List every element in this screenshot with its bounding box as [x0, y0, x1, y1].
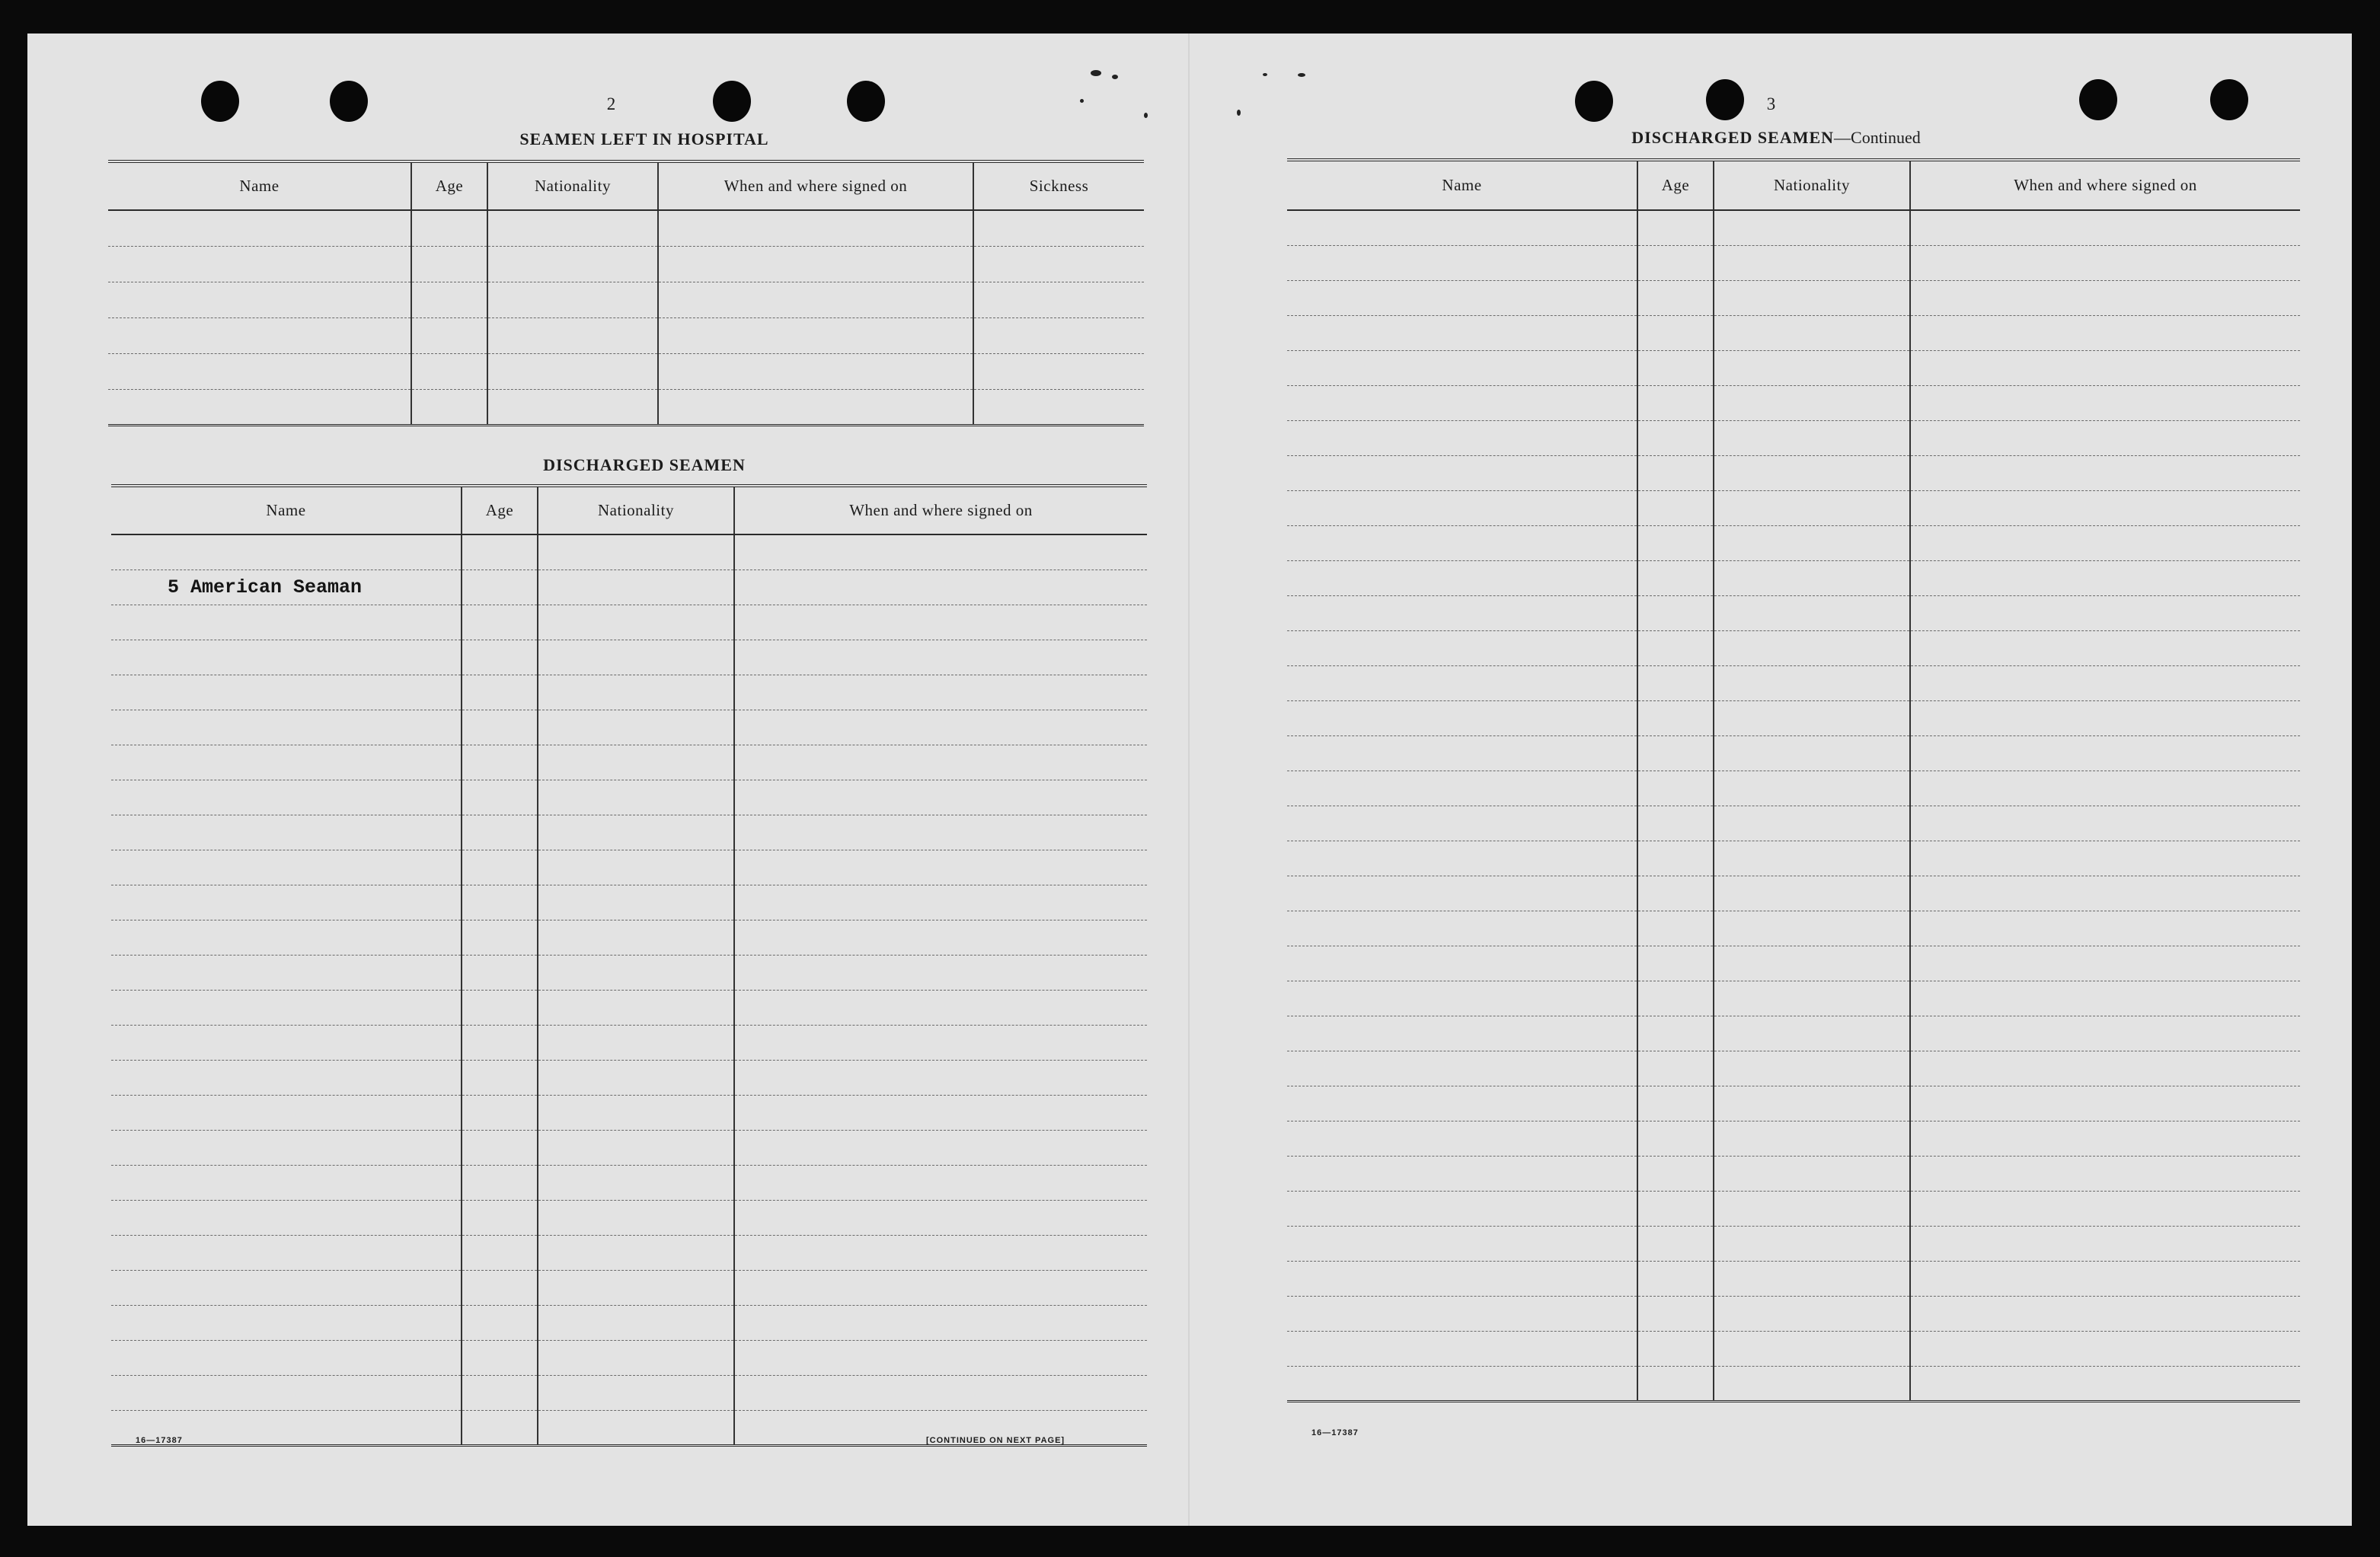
table-row — [108, 353, 1144, 389]
table-row — [1287, 946, 2300, 981]
table-row — [108, 317, 1144, 353]
table-row — [1287, 1331, 2300, 1366]
table-row — [1287, 630, 2300, 665]
table-row — [1287, 1086, 2300, 1121]
table-row — [111, 1025, 1147, 1060]
discharged-table — [111, 484, 1147, 1447]
table-row — [1287, 1121, 2300, 1156]
table-row — [111, 1270, 1147, 1305]
punch-hole-icon — [201, 81, 239, 122]
punch-hole-icon — [2210, 79, 2248, 120]
table-row — [1287, 350, 2300, 385]
table-row — [111, 1130, 1147, 1165]
form-number: 16—17387 — [1311, 1428, 1359, 1437]
table-row — [1287, 876, 2300, 911]
table-row — [111, 1200, 1147, 1235]
table-row — [111, 745, 1147, 780]
col-header-nationality: Nationality — [487, 161, 658, 210]
table-row — [111, 815, 1147, 850]
punch-hole-icon — [1575, 81, 1613, 122]
table-row — [111, 1305, 1147, 1340]
col-header-nationality: Nationality — [1714, 160, 1910, 210]
right-page — [1190, 34, 2352, 1526]
table-row — [111, 675, 1147, 710]
table-row — [111, 534, 1147, 570]
table-row — [111, 850, 1147, 885]
table-row — [111, 1165, 1147, 1200]
table-row — [108, 210, 1144, 246]
table-row — [108, 246, 1144, 282]
typed-entry: 5 American Seaman — [168, 576, 363, 598]
table-row — [1287, 806, 2300, 841]
table-row — [1287, 385, 2300, 420]
table-row — [1287, 525, 2300, 560]
table-row — [1287, 1261, 2300, 1296]
table-row — [111, 920, 1147, 955]
table-row — [111, 1340, 1147, 1375]
col-header-when-where: When and where signed on — [1910, 160, 2300, 210]
table-row — [1287, 1051, 2300, 1086]
table-row — [111, 990, 1147, 1025]
table-row — [1287, 560, 2300, 595]
table-row — [1287, 280, 2300, 315]
table-row — [111, 570, 1147, 605]
ink-speck — [1112, 75, 1118, 79]
table-row — [1287, 1191, 2300, 1226]
ink-speck — [1091, 70, 1101, 76]
table-row — [1287, 771, 2300, 806]
table-row — [1287, 911, 2300, 946]
page-number: 3 — [1766, 94, 1777, 113]
table-row — [108, 282, 1144, 317]
page-number: 2 — [606, 94, 617, 113]
table-row — [111, 885, 1147, 920]
continued-note: [CONTINUED ON NEXT PAGE] — [926, 1436, 1065, 1445]
table-row — [111, 1060, 1147, 1095]
table-row — [1287, 455, 2300, 490]
hospital-table — [108, 160, 1144, 426]
col-header-name: Name — [111, 486, 462, 534]
table-row — [111, 955, 1147, 990]
punch-hole-icon — [330, 81, 368, 122]
section-title-suffix: —Continued — [1834, 128, 1921, 147]
discharged-continued-table — [1287, 158, 2300, 1402]
table-row — [1287, 700, 2300, 735]
table-row — [1287, 420, 2300, 455]
table-row — [111, 1375, 1147, 1410]
table-row — [1287, 595, 2300, 630]
ink-speck — [1080, 99, 1084, 103]
col-header-sickness: Sickness — [973, 161, 1144, 210]
table-row — [1287, 981, 2300, 1016]
punch-hole-icon — [713, 81, 751, 122]
col-header-age: Age — [462, 486, 538, 534]
col-header-nationality: Nationality — [538, 486, 734, 534]
table-row — [111, 640, 1147, 675]
col-header-when-where: When and where signed on — [734, 486, 1147, 534]
table-row — [111, 1095, 1147, 1130]
punch-hole-icon — [847, 81, 885, 122]
table-row — [111, 780, 1147, 815]
table-row — [1287, 1296, 2300, 1331]
table-row — [1287, 841, 2300, 876]
table-row — [108, 389, 1144, 425]
ledger-spread — [27, 34, 2352, 1526]
section-title-main: DISCHARGED SEAMEN — [1631, 128, 1835, 147]
col-header-age: Age — [411, 161, 487, 210]
table-row — [1287, 735, 2300, 771]
table-row — [1287, 665, 2300, 700]
table-row — [1287, 490, 2300, 525]
left-page — [27, 34, 1190, 1526]
table-row — [1287, 1226, 2300, 1261]
col-header-when-where: When and where signed on — [658, 161, 973, 210]
table-row — [111, 605, 1147, 640]
col-header-name: Name — [1287, 160, 1637, 210]
table-row — [1287, 1016, 2300, 1051]
hospital-section-title: SEAMEN LEFT IN HOSPITAL — [519, 129, 769, 148]
table-row — [1287, 210, 2300, 245]
table-row — [111, 1235, 1147, 1270]
punch-hole-icon — [1706, 79, 1744, 120]
table-row — [1287, 315, 2300, 350]
table-row — [1287, 1156, 2300, 1191]
punch-hole-icon — [2079, 79, 2117, 120]
col-header-name: Name — [108, 161, 411, 210]
table-row — [1287, 245, 2300, 280]
table-row — [111, 710, 1147, 745]
discharged-continued-title — [1494, 128, 2058, 148]
form-number: 16—17387 — [136, 1436, 183, 1445]
ink-speck — [1144, 113, 1148, 118]
discharged-section-title: DISCHARGED SEAMEN — [543, 455, 746, 474]
col-header-age: Age — [1637, 160, 1714, 210]
table-row — [1287, 1366, 2300, 1401]
